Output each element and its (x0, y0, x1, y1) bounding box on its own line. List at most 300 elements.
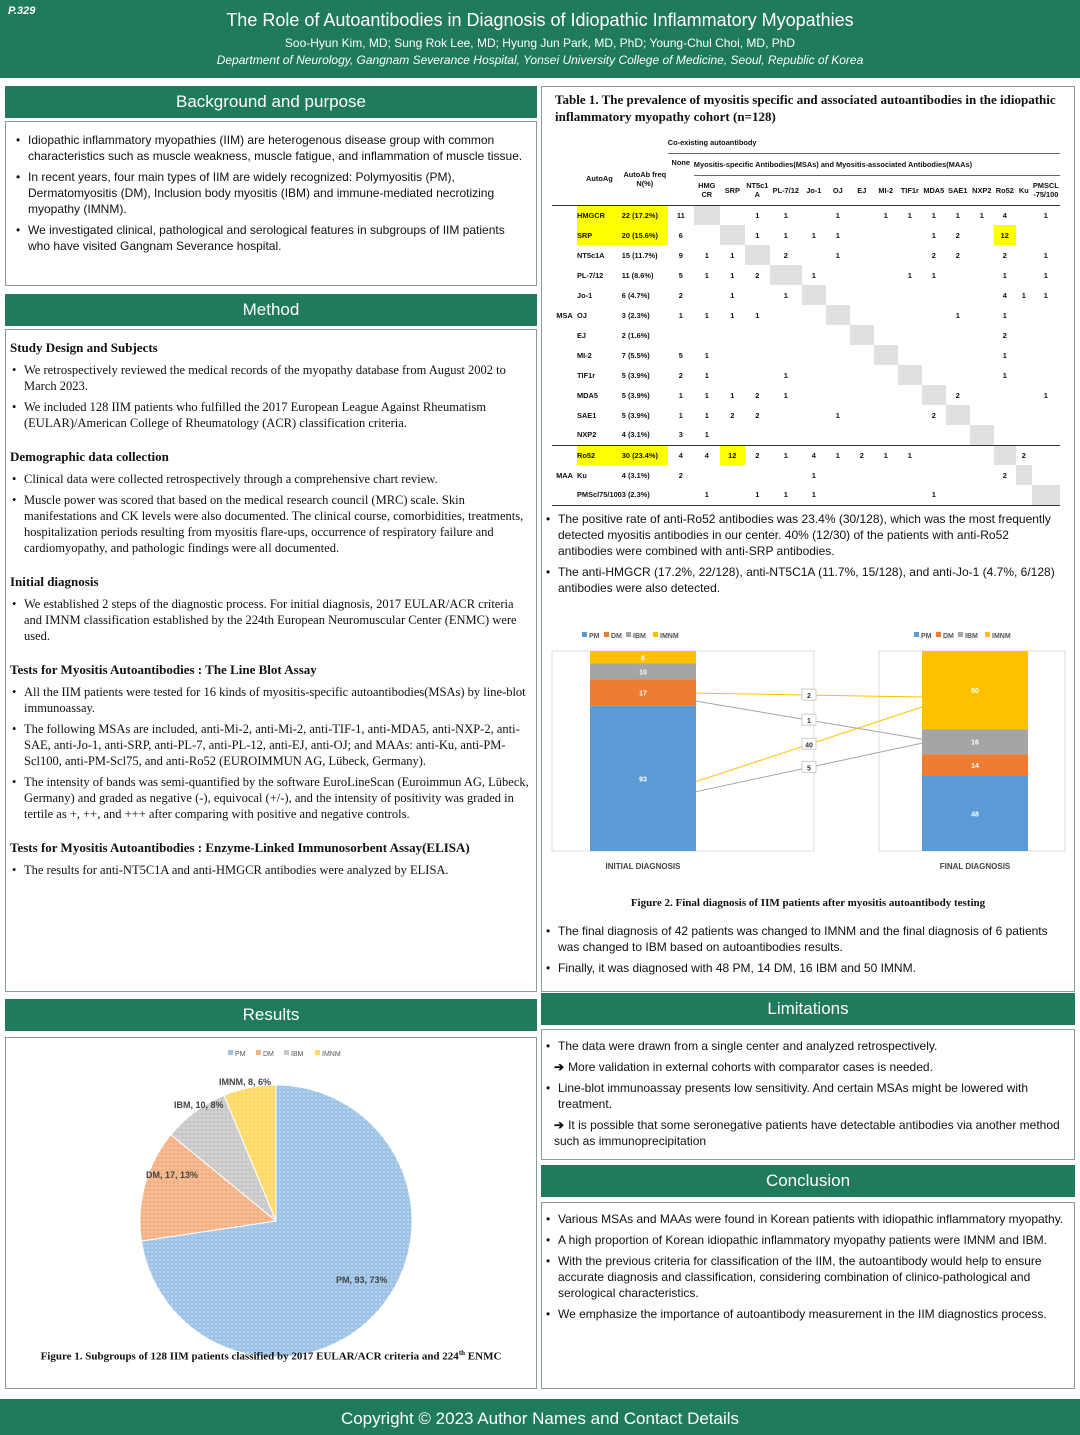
table1-cell (720, 205, 745, 225)
table1-cell (802, 285, 826, 305)
background-bullet: • Idiopathic inflammatory myopathies (IIM) are heterogenous disease group with common characteristics such as muscle weakness, muscle fatigue, and inflammation of muscle tissue. (14, 132, 528, 164)
table1-cell (898, 405, 922, 425)
legend-swatch (256, 1050, 261, 1055)
table1-cell-freq: 6 (4.7%) (621, 290, 650, 300)
table1-cell-freq: 30 (23.4%) (622, 445, 668, 465)
table1-cell-none: 2 (678, 470, 683, 480)
table1-cell-none: 4 (678, 450, 683, 460)
table1-cell-none: 6 (678, 230, 683, 240)
table1-cell (1032, 345, 1060, 365)
conclusion-bullet: • We emphasize the importance of autoantibody measurement in the IIM diagnostics process. (544, 1306, 1070, 1322)
table1-group-label (552, 325, 577, 345)
table1-col-header: PMSCL -75/100 (1032, 181, 1059, 199)
table1-cell-autoag: EJ (577, 330, 587, 340)
figure2-findings (544, 923, 1066, 981)
pie-data-label: IMNM, 8, 6% (219, 1077, 272, 1087)
table-row (552, 405, 1060, 425)
table1-cell (745, 285, 770, 305)
initial-diagnosis-list (10, 596, 532, 644)
table1-cell-none: 9 (678, 250, 683, 260)
table1-cell: 1 (811, 270, 816, 280)
bar-data-label: 10 (639, 669, 647, 677)
table1-cell (1016, 425, 1032, 445)
table1-cell (1016, 485, 1032, 505)
table1-cell: 1 (755, 210, 760, 220)
table1-header-freq: AutoAb freq N(%) (623, 169, 667, 188)
elisa-title: Tests for Myositis Autoantibodies : Enzyme-Linked Immunosorbent Assay(ELISA) (10, 840, 470, 855)
legend-swatch (914, 632, 919, 637)
demographic-bullet: • Muscle power was scored that based on the medical research council (MRC) scale. Skin manifestations and CK levels were also documented. The clinical course, comorbidities, treatments, hospitalization periods resulting from myositis flare-ups, occurrence of respiratory failure and cardiomyopathy, and pathologic findings were all documented. (10, 492, 532, 556)
table1-cell (946, 465, 970, 485)
legend-swatch (653, 632, 658, 637)
legend-swatch (582, 632, 587, 637)
demographic-title: Demographic data collection (10, 449, 169, 464)
table1-cell (946, 325, 970, 345)
affiliation: Department of Neurology, Gangnam Severance Hospital, Yonsei University College of Medicine, Seoul, Republic of Korea (216, 53, 864, 67)
figure1-caption-text: Figure 1. Subgroups of 128 IIM patients classified by 2017 EULAR/ACR criteria and 224 (40, 1350, 459, 1363)
table-findings-list (544, 511, 1066, 596)
category-label: FINAL DIAGNOSIS (939, 862, 1011, 871)
table1-cell (970, 305, 994, 325)
table1-col-header: OJ (832, 185, 843, 195)
table1-cell (694, 285, 720, 305)
legend-label: IMNM (322, 1051, 341, 1058)
table1-col-header: TIF1r (900, 185, 919, 195)
table1-col-header: Ro52 (995, 185, 1014, 195)
footer: Copyright © 2023 Author Names and Contact Details (0, 1399, 1080, 1435)
table1-cell: 2 (931, 410, 936, 420)
limitations-box (541, 1029, 1075, 1160)
study-design-list (10, 362, 532, 431)
limitation-arrow-text: It is possible that some seronegative patients have detectable antibodies via another method such as immunoprecipitation (554, 1118, 1060, 1148)
table1-cell: 1 (704, 350, 709, 360)
table1-cell-none: 5 (678, 270, 683, 280)
table1-cell: 1 (730, 270, 735, 280)
table1-group-label (552, 485, 577, 505)
table1-cell (898, 465, 922, 485)
lineblot-title: Tests for Myositis Autoantibodies : The Line Blot Assay (10, 662, 317, 677)
lineblot-bullet: • All the IIM patients were tested for 16 kinds of myositis-specific autoantibodies(MSAs) by line-blot immunoassay. (10, 684, 532, 716)
table1-cell (826, 365, 850, 385)
table1-cell: 2 (783, 250, 788, 260)
background-bullet: • In recent years, four main types of IIM are widely recognized: Polymyositis (PM), Dermatomyositis (DM), Inclusion body myositis (IBM) and immune-mediated necrotizing myopathy (IMNM). (14, 169, 528, 217)
table1-cell: 1 (783, 450, 788, 460)
table1-cell (970, 225, 994, 245)
table1-cell (745, 245, 770, 265)
table1-cell (850, 305, 874, 325)
table1-cell: 1 (783, 390, 788, 400)
table1-col-header: MI-2 (878, 185, 894, 195)
limitation-bullet: • Line-blot immunoassay presents low sensitivity. And certain MSAs might be lowered with treatment. (544, 1080, 1070, 1112)
table1-cell-autoag: Jo-1 (577, 290, 593, 300)
table-row (552, 445, 1060, 465)
stacked-bar-chart (542, 621, 1072, 891)
figure1-caption (6, 1349, 536, 1363)
table1-cell: 1 (704, 390, 709, 400)
table1-group-label (552, 425, 577, 445)
table1-cell-autoag: PL-7/12 (577, 270, 604, 280)
background-bullet: • We investigated clinical, pathological and serological features in subgroups of IIM patients who have visited Gangnam Severance hospital. (14, 222, 528, 254)
table1-cell: 2 (1002, 470, 1007, 480)
table1-cell: 1 (955, 210, 960, 220)
table1-cell-autoag: PMScl75/100 (577, 490, 622, 500)
figure1-caption-sup: th (458, 1349, 466, 1357)
table1-cell (898, 485, 922, 505)
table1-cell: 1 (730, 250, 735, 260)
table1-cell: 1 (783, 290, 788, 300)
legend-swatch (626, 632, 631, 637)
table1-cell (874, 425, 898, 445)
table1-cell: 1 (955, 310, 960, 320)
table1-group-label: MSA (556, 310, 573, 320)
flow-label: 5 (807, 765, 811, 773)
pie-data-label: DM, 17, 13% (146, 1170, 199, 1180)
method-heading: Method (5, 294, 537, 326)
table1-cell (770, 425, 802, 445)
table1-header-autoag: AutoAg (586, 174, 613, 184)
table1-cell (874, 225, 898, 245)
table1-cell (898, 225, 922, 245)
limitation-bullet: • The data were drawn from a single center and analyzed retrospectively. (544, 1038, 1070, 1054)
table1-cell: 2 (1002, 330, 1007, 340)
table1-cell (970, 485, 994, 505)
table1-cell: 1 (1043, 250, 1048, 260)
table1-cell: 2 (931, 250, 936, 260)
legend-label: PM (589, 633, 600, 640)
table1-col-header: PL-7/12 (772, 185, 799, 195)
table1-cell (898, 385, 922, 405)
table1-cell: 2 (755, 270, 760, 280)
table1-cell (970, 265, 994, 285)
finding-bullet: • The anti-HMGCR (17.2%, 22/128), anti-NT5C1A (11.7%, 15/128), and anti-Jo-1 (4.7%, 6/128) antibodies were also detected. (544, 564, 1066, 596)
table1-cell: 1 (1043, 390, 1048, 400)
table1-cell: 1 (835, 250, 840, 260)
table1-cell (826, 485, 850, 505)
table1-cell: 1 (931, 210, 936, 220)
table1-wrapper (552, 133, 1060, 506)
legend-swatch (315, 1050, 320, 1055)
table1-cell (745, 365, 770, 385)
table1-cell (1016, 345, 1032, 365)
table1-cell-autoag: TIF1r (577, 370, 596, 380)
table1-cell-freq: 4 (3.1%) (621, 430, 650, 440)
table1-cell-freq: 3 (2.3%) (621, 310, 650, 320)
table1-cell: 1 (931, 230, 936, 240)
legend-label: IBM (291, 1051, 304, 1058)
table1-cell: 2 (755, 390, 760, 400)
table1-cell (694, 225, 720, 245)
table1-cell-freq: 3 (2.3%) (621, 490, 650, 500)
table1-cell (1016, 305, 1032, 325)
table1-cell (994, 405, 1016, 425)
table-row (552, 325, 1060, 345)
poster-header (0, 0, 1080, 78)
table-row (552, 345, 1060, 365)
table1-cell (1032, 305, 1060, 325)
table1-cell: 1 (1002, 370, 1007, 380)
table1-cell (922, 285, 946, 305)
table1-cell (970, 285, 994, 305)
table1-cell (826, 325, 850, 345)
table1-cell (720, 325, 745, 345)
legend-label: IBM (965, 633, 978, 640)
table1-cell (970, 245, 994, 265)
table1-group-label (552, 365, 577, 385)
table1-cell (922, 325, 946, 345)
table1-cell (946, 345, 970, 365)
bar-data-label: 50 (971, 688, 979, 696)
table1-cell: 1 (811, 490, 816, 500)
table1-cell: 1 (730, 290, 735, 300)
table1-cell (874, 285, 898, 305)
flow-label: 1 (807, 718, 811, 726)
table1-cell-autoag: NXP2 (577, 430, 597, 440)
table1-cell: 1 (835, 230, 840, 240)
pie-chart (6, 1038, 536, 1358)
table1-cell (922, 305, 946, 325)
table1-cell (898, 305, 922, 325)
table1-col-header: NT5c1 A (746, 181, 769, 199)
table1-cell: 1 (783, 230, 788, 240)
figure2-bullet: • Finally, it was diagnosed with 48 PM, 14 DM, 16 IBM and 50 IMNM. (544, 960, 1066, 976)
table1-cell (922, 365, 946, 385)
table1-cell: 2 (859, 450, 864, 460)
table1-cell: 1 (811, 470, 816, 480)
table-row (552, 465, 1060, 485)
table1-cell (1032, 225, 1060, 245)
table1-cell-autoag: HMGCR (577, 205, 622, 225)
table1-cell: 1 (979, 210, 984, 220)
table1-cell (720, 365, 745, 385)
pie-data-label: PM, 93, 73% (336, 1275, 388, 1285)
legend-swatch (985, 632, 990, 637)
table1-cell (1032, 365, 1060, 385)
table-row (552, 305, 1060, 325)
table1-cell (1032, 485, 1060, 505)
table1-cell: 1 (907, 210, 912, 220)
table1-cell (826, 385, 850, 405)
table1-cell (745, 345, 770, 365)
table1-cell: 1 (755, 230, 760, 240)
table1-group-label (552, 225, 577, 245)
table1-cell (770, 405, 802, 425)
table1-cell (850, 225, 874, 245)
table-findings (544, 511, 1066, 601)
legend-swatch (284, 1050, 289, 1055)
table1-cell (745, 465, 770, 485)
table1-cell (720, 345, 745, 365)
table1-cell (1032, 465, 1060, 485)
table1-cell (874, 465, 898, 485)
table1-cell-freq: 5 (3.9%) (621, 390, 650, 400)
table1-cell: 1 (1002, 270, 1007, 280)
table-row (552, 285, 1060, 305)
bar-data-label: 16 (971, 739, 979, 747)
table1-cell (850, 465, 874, 485)
results-box (5, 1037, 537, 1389)
table1-col-header: EJ (857, 185, 867, 195)
figure2-caption: Figure 2. Final diagnosis of IIM patients after myositis autoantibody testing (630, 897, 986, 909)
table1-cell (720, 425, 745, 445)
demographic-bullet: • Clinical data were collected retrospectively through a comprehensive chart review. (10, 471, 532, 487)
table1-cell-none: 1 (678, 410, 683, 420)
table1-cell (922, 425, 946, 445)
table1-cell (850, 265, 874, 285)
table1-group-label: MAA (556, 470, 573, 480)
table1-group-label (552, 445, 577, 465)
table1-col-header: SAE1 (948, 185, 968, 195)
bar-data-label: 14 (971, 763, 979, 771)
table1-cell (922, 445, 946, 465)
table1-cell-autoag: Ku (577, 470, 587, 480)
table1-cell (946, 485, 970, 505)
table1-cell: 1 (704, 410, 709, 420)
conclusion-bullet: • A high proportion of Korean idiopathic inflammatory myopathy patients were IMNM and IBM. (544, 1232, 1070, 1248)
table1-cell: 4 (811, 450, 816, 460)
table1-cell (1016, 225, 1032, 245)
table1-cell: 1 (704, 270, 709, 280)
figure2-bullet: • The final diagnosis of 42 patients was changed to IMNM and the final diagnosis of 6 patients was changed to IBM based on autoantibodies results. (544, 923, 1066, 955)
conclusion-box (541, 1202, 1075, 1389)
table1-cell: 1 (704, 310, 709, 320)
table-row (552, 425, 1060, 445)
table1-cell (745, 425, 770, 445)
table1-cell (922, 345, 946, 365)
initial-diagnosis-bullet: • We established 2 steps of the diagnostic process. For initial diagnosis, 2017 EULAR/ACR criteria and IMNM classification established by the 224th European Neuromuscular Center (ENMC) were used. (10, 596, 532, 644)
table1-cell (898, 365, 922, 385)
limitation-arrow-line (544, 1059, 1070, 1075)
table1-cell: 4 (704, 450, 709, 460)
table1-cell-freq: 7 (5.5%) (621, 350, 650, 360)
legend-label: IMNM (992, 633, 1011, 640)
table1-group-label (552, 265, 577, 285)
table1-cell-none (668, 485, 694, 505)
table1-cell (826, 265, 850, 285)
table1-cell (850, 385, 874, 405)
table1-cell (802, 425, 826, 445)
table1-cell (874, 365, 898, 385)
table-row (552, 365, 1060, 385)
table1-cell-freq: 11 (8.6%) (621, 270, 654, 280)
table1-cell: 1 (783, 490, 788, 500)
table1-col-header: MDA5 (923, 185, 945, 195)
table1-cell (802, 405, 826, 425)
table-row (552, 385, 1060, 405)
legend-swatch (228, 1050, 233, 1055)
table-row (552, 485, 1060, 505)
poster-id: P.329 (8, 5, 36, 17)
table1-cell (826, 425, 850, 445)
table1-cell: 1 (1043, 270, 1048, 280)
table1-cell (970, 365, 994, 385)
table1-group-label (552, 245, 577, 265)
table1-cell (994, 385, 1016, 405)
table1-cell: 2 (955, 390, 960, 400)
table1-cell-none: 3 (678, 430, 683, 440)
conclusion-bullet: • Various MSAs and MAAs were found in Korean patients with idiopathic inflammatory myopathy. (544, 1211, 1070, 1227)
table1-col-header: HMG CR (698, 181, 716, 199)
background-box (5, 121, 537, 286)
table1-cell-none: 1 (678, 390, 683, 400)
table1-cell (946, 445, 970, 465)
table1-cell (1016, 245, 1032, 265)
table1-cell (802, 345, 826, 365)
legend-swatch (936, 632, 941, 637)
table1-cell (994, 445, 1016, 465)
table1-cell: 1 (704, 490, 709, 500)
table1-cell (770, 325, 802, 345)
table1-cell: 1 (931, 490, 936, 500)
table-row (552, 225, 1060, 245)
table1-cell (802, 305, 826, 325)
table1-cell: 1 (783, 370, 788, 380)
table1-cell: 1 (704, 430, 709, 440)
authors: Soo-Hyun Kim, MD; Sung Rok Lee, MD; Hyung Jun Park, MD, PhD; Young-Chul Choi, MD, PhD (284, 36, 796, 50)
table1-cell (850, 325, 874, 345)
table1-group-label (552, 285, 577, 305)
table1-cell (970, 325, 994, 345)
legend-label: PM (921, 633, 932, 640)
table1-cell: 2 (1002, 250, 1007, 260)
table1-cell: 1 (931, 270, 936, 280)
table1-cell (694, 325, 720, 345)
pie-data-label: IBM, 10, 8% (174, 1100, 224, 1110)
table1-cell: 1 (883, 450, 888, 460)
arrow-right-icon: ➔ (554, 1118, 565, 1132)
table1-col-header: NXP2 (972, 185, 992, 195)
table1-cell (770, 465, 802, 485)
table1-cell (1016, 465, 1032, 485)
table1-cell-autoag: NT5c1A (577, 250, 605, 260)
table1-cell: 1 (835, 210, 840, 220)
table1-cell (826, 305, 850, 325)
table1-cell-freq: 15 (11.7%) (621, 250, 658, 260)
poster-title: The Role of Autoantibodies in Diagnosis of Idiopathic Inflammatory Myopathies (226, 10, 854, 30)
table1-cell: 1 (907, 450, 912, 460)
table1-cell-freq: 22 (17.2%) (622, 205, 668, 225)
figure2-findings-list (544, 923, 1066, 976)
table1-cell (850, 345, 874, 365)
bar-data-label: 48 (971, 811, 979, 819)
table1-cell: 1 (730, 310, 735, 320)
table1-cell (874, 265, 898, 285)
legend-label: IBM (633, 633, 646, 640)
table1-title: Table 1. The prevalence of myositis specific and associated autoantibodies in the idiopathic inflammatory myopathy cohort (n=128) (555, 92, 1056, 124)
table1-cell: 2 (955, 230, 960, 240)
table1-cell (802, 385, 826, 405)
table1-cell (826, 465, 850, 485)
legend-swatch (958, 632, 963, 637)
table1-header-msa-maa: Myositis-specific Antibodies(MSAs) and Myositis-associated Antibodies(MAAs) (694, 153, 1060, 175)
bar-data-label: 8 (641, 655, 645, 663)
table1-cell (850, 245, 874, 265)
table1-cell-freq: 20 (15.6%) (622, 225, 668, 245)
limitations-list-2 (544, 1080, 1070, 1112)
background-heading: Background and purpose (5, 86, 537, 118)
table1-cell (826, 345, 850, 365)
table-row (552, 265, 1060, 285)
table1 (552, 133, 1060, 506)
table1-cell (802, 365, 826, 385)
table1-cell: 1 (835, 450, 840, 460)
table1-cell (994, 425, 1016, 445)
bar-data-label: 17 (639, 690, 647, 698)
table1-cell (1032, 405, 1060, 425)
table1-cell: 1 (907, 270, 912, 280)
legend-label: DM (263, 1051, 274, 1058)
method-box (5, 329, 537, 992)
limitation-arrow-text: More validation in external cohorts with comparator cases is needed. (568, 1060, 933, 1074)
